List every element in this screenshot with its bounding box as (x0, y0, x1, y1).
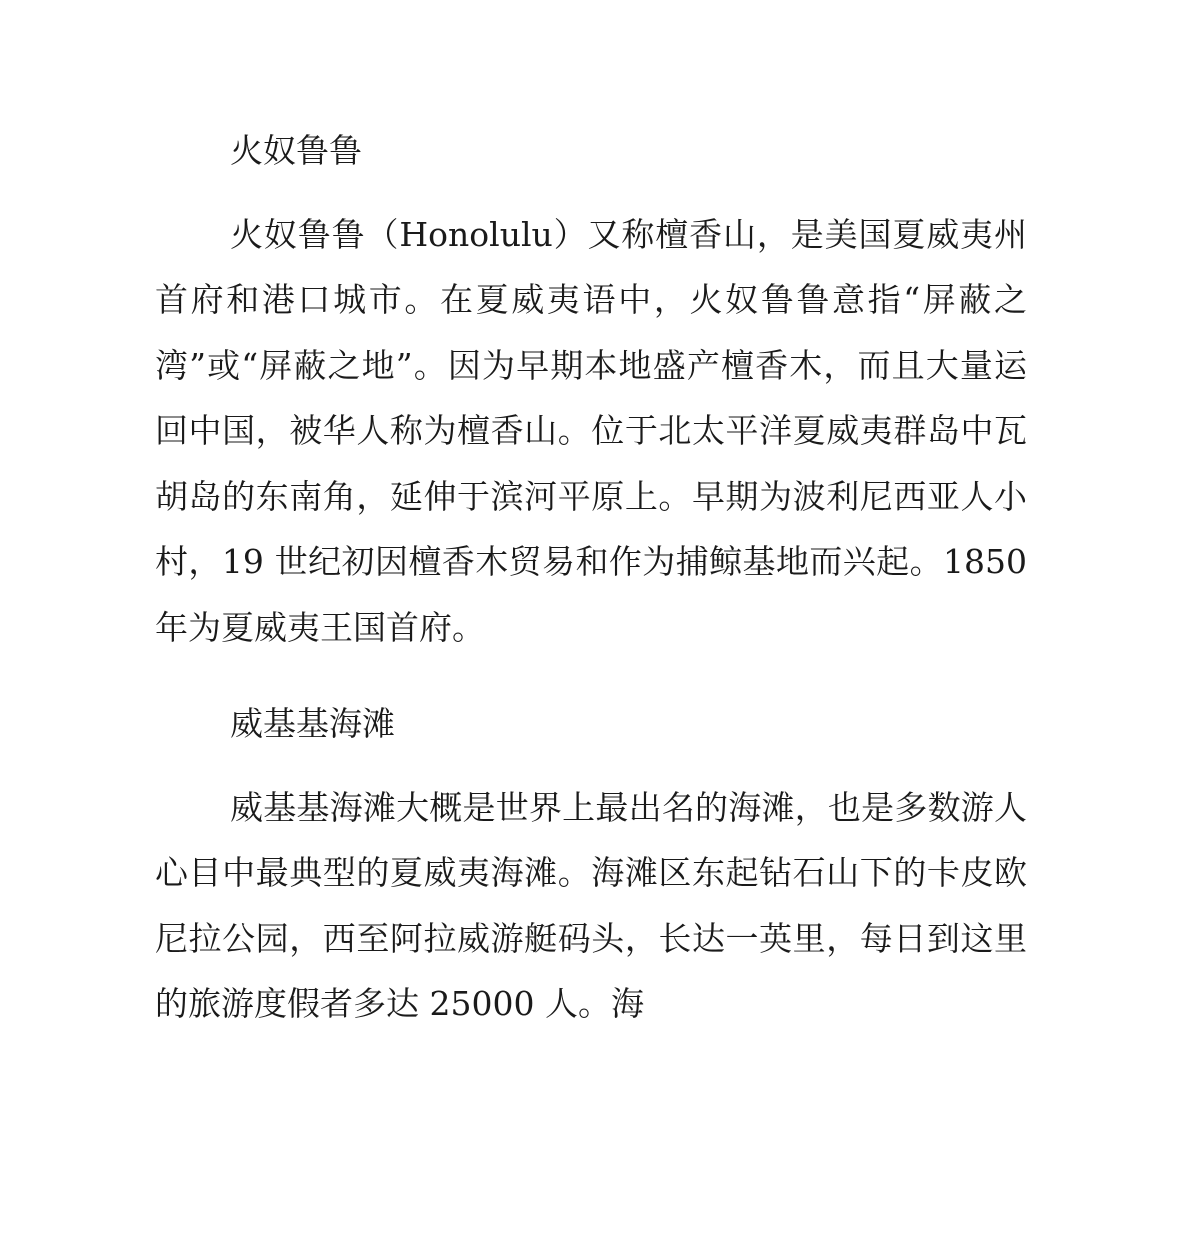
section-heading-honolulu: 火奴鲁鲁 (230, 131, 362, 170)
spacer (155, 660, 1027, 691)
section-body-waikiki: 威基基海滩大概是世界上最出名的海滩，也是多数游人心目中最典型的夏威夷海滩。海滩区东起钻石山下的卡皮欧尼拉公园，西至阿拉威游艇码头，长达一英里，每日到这里的旅游度假者多达 25000 人。海 (155, 787, 1027, 1023)
section-heading-waikiki: 威基基海滩 (230, 704, 395, 743)
spacer (155, 184, 1027, 202)
section-body-honolulu: 火奴鲁鲁（Honolulu）又称檀香山，是美国夏威夷州首府和港口城市。在夏威夷语中，火奴鲁鲁意指“屏蔽之湾”或“屏蔽之地”。因为早期本地盛产檀香木，而且大量运回中国，被华人称为檀香山。位于北太平洋夏威夷群岛中瓦胡岛的东南角，延伸于滨河平原上。早期为波利尼西亚人小村，19 世纪初因檀香木贸易和作为捕鲸基地而兴起。1850 年为夏威夷王国首府。 (155, 214, 1027, 647)
document-page (155, 118, 1027, 1037)
spacer (155, 757, 1027, 775)
